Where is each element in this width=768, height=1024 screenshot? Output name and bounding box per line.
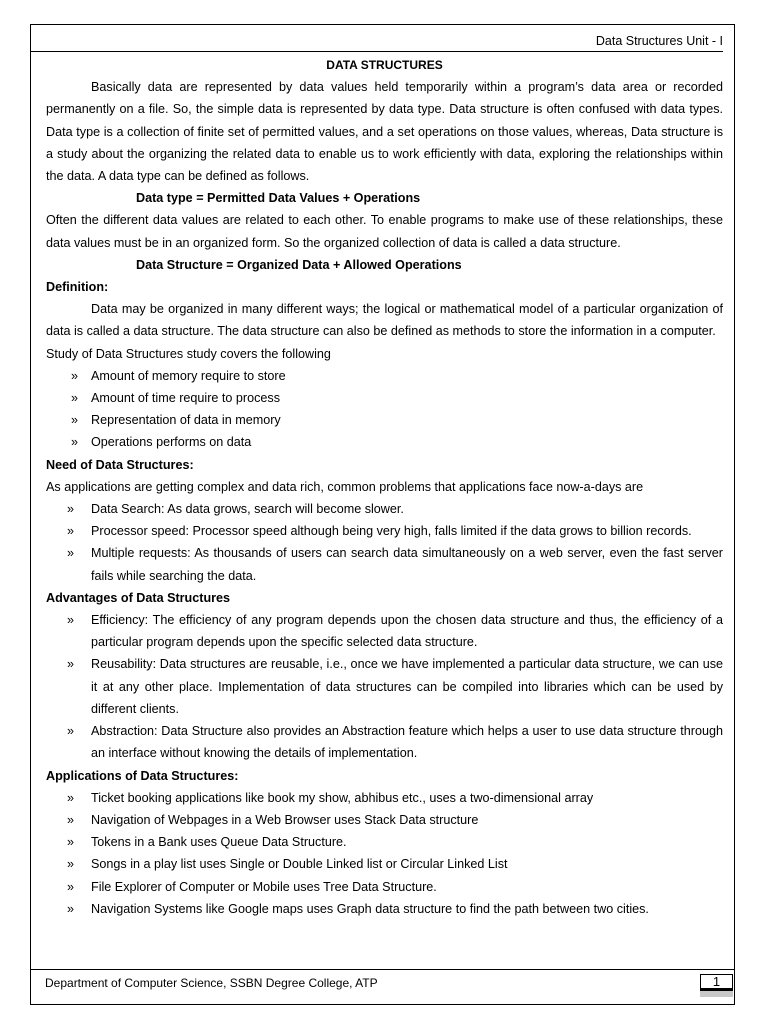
- bullet-icon: »: [71, 391, 79, 406]
- bullet-icon: »: [67, 657, 75, 672]
- definition-heading: Definition:: [46, 280, 109, 295]
- page-number: 1: [700, 974, 733, 991]
- study-lead: Study of Data Structures study covers the following: [46, 346, 331, 361]
- need-heading: Need of Data Structures:: [46, 457, 194, 472]
- bullet-icon: »: [67, 790, 75, 805]
- bullet-icon: »: [67, 613, 75, 628]
- list-item: » Efficiency: The efficiency of any program depends upon the chosen data structure and thus, the efficiency of a particular program depends upon the specific selected data structure.: [46, 609, 723, 653]
- document-body: [46, 54, 723, 920]
- list-item: » File Explorer of Computer or Mobile uses Tree Data Structure.: [46, 876, 723, 898]
- list-item: » Ticket booking applications like book my show, abhibus etc., uses a two-dimensional array: [46, 787, 723, 809]
- applications-heading: Applications of Data Structures:: [46, 768, 239, 783]
- list-item: » Abstraction: Data Structure also provides an Abstraction feature which helps a user to use data structure through an interface without knowing the details of implementation.: [46, 720, 723, 764]
- bullet-icon: »: [67, 835, 75, 850]
- bullet-icon: »: [67, 901, 75, 916]
- formula-data-type: Data type = Permitted Data Values + Operations: [136, 191, 421, 206]
- list-item: » Multiple requests: As thousands of users can search data simultaneously on a web server, even the fast server fails while searching the data.: [46, 542, 723, 586]
- bullet-icon: »: [67, 524, 75, 539]
- header-text: Data Structures Unit - I: [595, 34, 723, 48]
- page-number-shadow: [700, 991, 733, 997]
- bullet-icon: »: [71, 413, 79, 428]
- bullet-icon: »: [67, 857, 75, 872]
- bullet-icon: »: [67, 724, 75, 739]
- bullet-icon: »: [67, 546, 75, 561]
- need-list: [46, 498, 723, 587]
- intro-paragraph: Basically data are represented by data values held temporarily within a program’s data area or recorded permanently on a file. So, the simple data is represented by data type. Data structure is often confused with data types. Data type is a collection of finite set of permitted values, and a set operations on those values, whereas, Data structure is a study about the organizing the related data to enable us to work efficiently with data, exploring the relationships within the data. A data type can be defined as follows.: [46, 80, 723, 184]
- formula-data-structure: Data Structure = Organized Data + Allowed Operations: [136, 257, 462, 272]
- advantages-list: [46, 609, 723, 764]
- list-item: » Tokens in a Bank uses Queue Data Structure.: [46, 831, 723, 853]
- list-item: » Representation of data in memory: [46, 409, 723, 431]
- advantages-heading: Advantages of Data Structures: [46, 590, 231, 605]
- organization-paragraph: Often the different data values are related to each other. To enable programs to make use of these relationships, these data values must be in an organized form. So the organized collection of data is called a data structure.: [46, 213, 723, 250]
- bullet-icon: »: [71, 368, 79, 383]
- list-item: » Songs in a play list uses Single or Double Linked list or Circular Linked List: [46, 853, 723, 875]
- page-header: [31, 30, 723, 52]
- bullet-icon: »: [71, 435, 79, 450]
- page-footer: [31, 969, 734, 1004]
- need-lead: As applications are getting complex and data rich, common problems that applications face now-a-days are: [46, 479, 644, 494]
- list-item: » Reusability: Data structures are reusable, i.e., once we have implemented a particular data structure, we can use it at any other place. Implementation of data structures can be compiled into libraries which can be used by different clients.: [46, 653, 723, 720]
- list-item: » Data Search: As data grows, search will become slower.: [46, 498, 723, 520]
- bullet-icon: »: [67, 502, 75, 517]
- list-item: » Navigation Systems like Google maps uses Graph data structure to find the path between two cities.: [46, 898, 723, 920]
- document-title: DATA STRUCTURES: [326, 58, 443, 72]
- definition-paragraph: Data may be organized in many different ways; the logical or mathematical model of a particular organization of data is called a data structure. The data structure can also be defined as methods to store the information in a computer.: [46, 302, 723, 339]
- footer-text: Department of Computer Science, SSBN Degree College, ATP: [45, 976, 378, 990]
- list-item: » Amount of time require to process: [46, 387, 723, 409]
- list-item: » Navigation of Webpages in a Web Browser uses Stack Data structure: [46, 809, 723, 831]
- list-item: » Processor speed: Processor speed although being very high, falls limited if the data grows to billion records.: [46, 520, 723, 542]
- list-item: » Operations performs on data: [46, 431, 723, 453]
- study-list: [46, 365, 723, 454]
- applications-list: [46, 787, 723, 920]
- list-item: » Amount of memory require to store: [46, 365, 723, 387]
- bullet-icon: »: [67, 812, 75, 827]
- bullet-icon: »: [67, 879, 75, 894]
